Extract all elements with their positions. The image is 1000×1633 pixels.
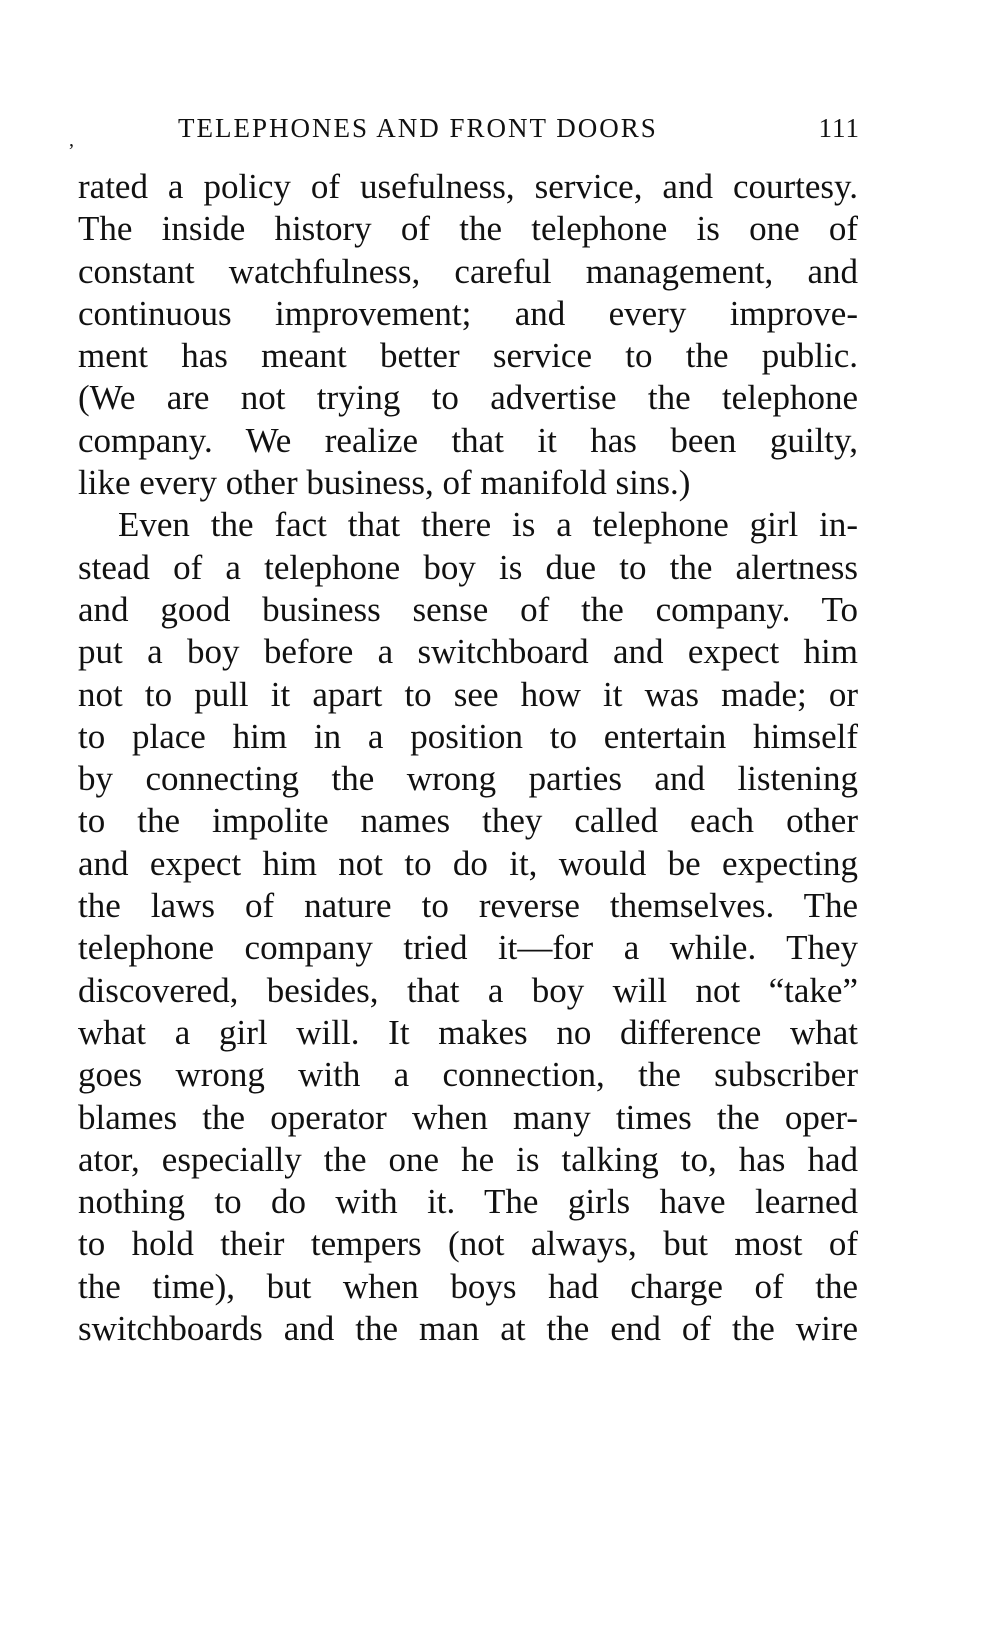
text-line: ment has meant better service to the public. [78, 336, 858, 376]
text-line: to the impolite names they called each other [78, 801, 858, 841]
text-line: continuous improvement; and every improve- [78, 293, 858, 333]
text-line: company. We realize that it has been guilty, [78, 420, 858, 460]
text-line: Even the fact that there is a telephone girl in- [118, 505, 858, 545]
text-line: to place him in a position to entertain himself [78, 716, 858, 756]
text-line: put a boy before a switchboard and expect him [78, 632, 858, 672]
text-line: telephone company tried it—for a while. They [78, 928, 858, 968]
text-line: constant watchfulness, careful management, and [78, 251, 858, 291]
text-line: the time), but when boys had charge of the [78, 1266, 858, 1306]
stray-mark: , [69, 129, 76, 151]
text-line: (We are not trying to advertise the telephone [78, 378, 858, 418]
running-header [69, 113, 860, 153]
text-line: ator, especially the one he is talking to, has had [78, 1139, 858, 1179]
text-line: goes wrong with a connection, the subscriber [78, 1055, 858, 1095]
text-line: like every other business, of manifold sins.) [78, 463, 691, 503]
text-line: stead of a telephone boy is due to the alertness [78, 547, 858, 587]
paragraph-2 [78, 504, 858, 1350]
body-text [78, 166, 858, 1350]
text-line: rated a policy of usefulness, service, and courtesy. [78, 167, 858, 206]
text-line: by connecting the wrong parties and listening [78, 759, 858, 799]
running-title: TELEPHONES AND FRONT DOORS [178, 113, 658, 143]
text-line: to hold their tempers (not always, but most of [78, 1224, 858, 1264]
text-line: and good business sense of the company. To [78, 589, 858, 629]
text-line: The inside history of the telephone is one of [78, 209, 858, 249]
page-number: 111 [818, 113, 860, 143]
text-line: the laws of nature to reverse themselves. The [78, 886, 858, 926]
text-line: switchboards and the man at the end of the wire [78, 1309, 858, 1349]
paragraph-1 [78, 166, 858, 504]
text-line: not to pull it apart to see how it was made; or [78, 674, 858, 714]
text-line: what a girl will. It makes no difference what [78, 1012, 858, 1052]
text-line: discovered, besides, that a boy will not “take” [78, 970, 858, 1010]
text-line: nothing to do with it. The girls have learned [78, 1182, 858, 1222]
text-line: and expect him not to do it, would be expecting [78, 843, 858, 883]
text-line: blames the operator when many times the oper- [78, 1097, 858, 1137]
